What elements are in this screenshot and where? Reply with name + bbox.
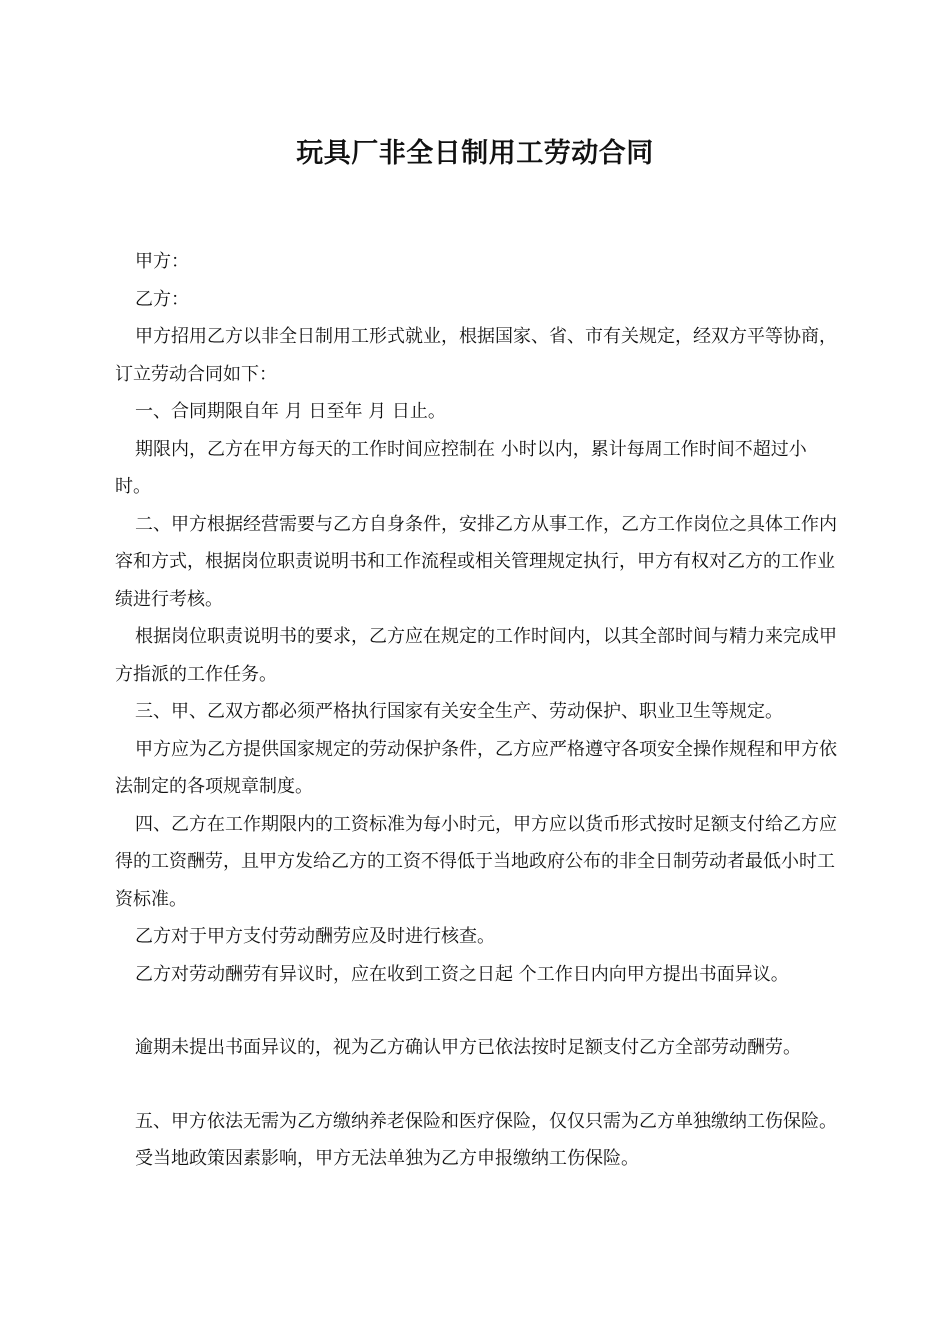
document-body xyxy=(115,243,837,1178)
clause-1-term: 一、合同期限自年 月 日至年 月 日止。 xyxy=(135,401,446,422)
clause-1-hours: 期限内，乙方在甲方每天的工作时间应控制在 小时以内，累计每周工作时间不超过小时。 xyxy=(115,438,807,497)
document-title: 玩具厂非全日制用工劳动合同 xyxy=(296,138,654,169)
clause-4-wage: 四、乙方在工作期限内的工资标准为每小时元，甲方应以货币形式按时足额支付给乙方应得的工资酬劳，且甲方发给乙方的工资不得低于当地政府公布的非全日制劳动者最低小时工资标准。 xyxy=(115,813,837,910)
clause-5-insurance: 五、甲方依法无需为乙方缴纳养老保险和医疗保险，仅仅只需为乙方单独缴纳工伤保险。 xyxy=(135,1110,837,1132)
clause-4-overdue: 逾期未提出书面异议的，视为乙方确认甲方已依法按时足额支付乙方全部劳动酬劳。 xyxy=(135,1037,801,1058)
clause-4-verification: 乙方对于甲方支付劳动酬劳应及时进行核查。 xyxy=(135,926,495,947)
party-b-line: 乙方： xyxy=(135,288,189,310)
clause-4-objection: 乙方对劳动酬劳有异议时，应在收到工资之日起 个工作日内向甲方提出书面异议。 xyxy=(135,963,789,985)
clause-3-safety: 三、甲、乙双方都必须严格执行国家有关安全生产、劳动保护、职业卫生等规定。 xyxy=(135,701,783,722)
party-a-line: 甲方： xyxy=(135,251,189,272)
clause-5-policy: 受当地政策因素影响，甲方无法单独为乙方申报缴纳工伤保险。 xyxy=(135,1148,639,1169)
clause-3-protection: 甲方应为乙方提供国家规定的劳动保护条件，乙方应严格遵守各项安全操作规程和甲方依法制定的各项规章制度。 xyxy=(115,738,837,797)
clause-2-duties: 二、甲方根据经营需要与乙方自身条件，安排乙方从事工作，乙方工作岗位之具体工作内容和方式，根据岗位职责说明书和工作流程或相关管理规定执行，甲方有权对乙方的工作业绩进行考核。 xyxy=(115,513,837,610)
preamble-paragraph: 甲方招用乙方以非全日制用工形式就业，根据国家、省、市有关规定，经双方平等协商，订立劳动合同如下： xyxy=(115,326,837,385)
clause-2-requirements: 根据岗位职责说明书的要求，乙方应在规定的工作时间内，以其全部时间与精力来完成甲方指派的工作任务。 xyxy=(115,626,837,685)
